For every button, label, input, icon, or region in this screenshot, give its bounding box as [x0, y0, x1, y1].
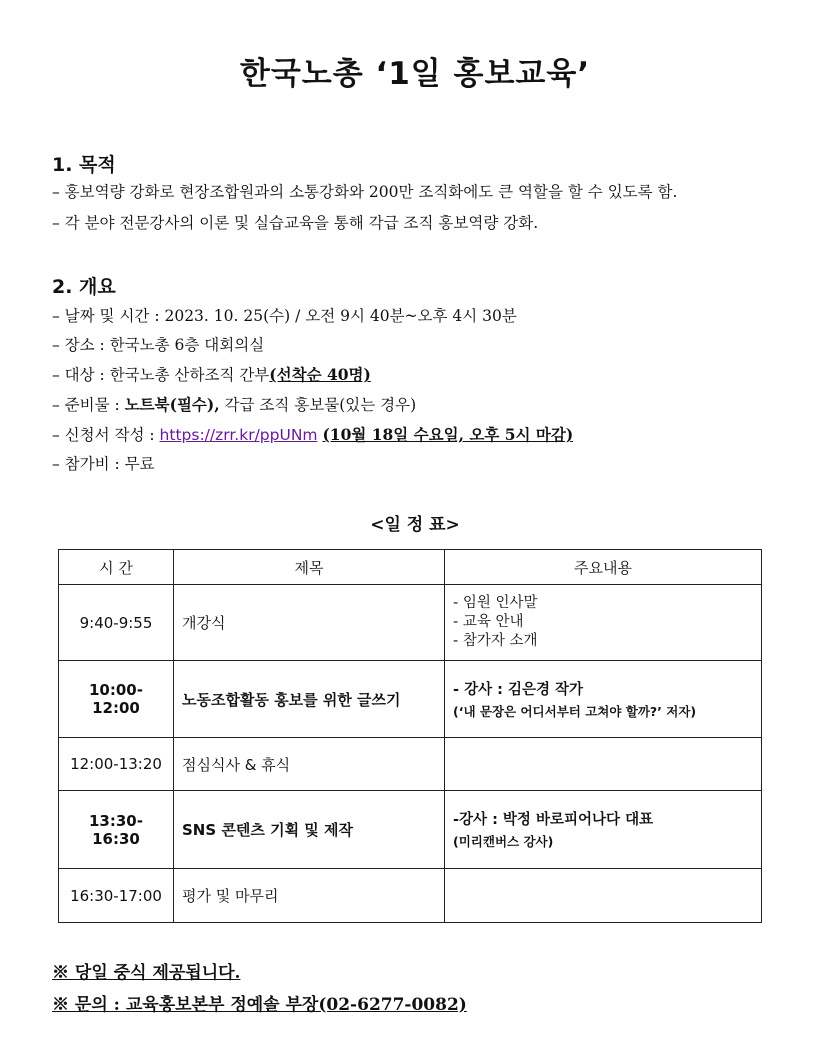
target-line [52, 363, 371, 385]
row-time: 10:00-12:00 [59, 661, 174, 738]
detail-line: (‘내 문장은 어디서부터 고쳐야 할까?’ 저자) [453, 703, 697, 719]
prep-line [52, 393, 416, 415]
table-row [59, 869, 762, 923]
schedule-table [58, 549, 762, 923]
prep-prefix: – 준비물 : [52, 396, 125, 414]
header-details: 주요내용 [445, 550, 762, 585]
detail-line: - 임원 인사말 [453, 595, 538, 611]
row-time: 16:30-17:00 [59, 869, 174, 923]
detail-line: - 참가자 소개 [453, 633, 538, 649]
header-subject: 제목 [174, 550, 445, 585]
detail-line: - 교육 안내 [453, 614, 524, 630]
detail-line: - 강사 : 김은경 작가 [453, 681, 584, 698]
row-subject: 평가 및 마무리 [174, 869, 445, 923]
row-details [445, 738, 762, 791]
table-row [59, 585, 762, 661]
row-subject: 점심식사 & 휴식 [174, 738, 445, 791]
purpose-line-2: – 각 분야 전문강사의 이론 및 실습교육을 통해 각급 조직 홍보역량 강화. [52, 214, 539, 232]
section-2-heading: 2. 개요 [52, 276, 116, 298]
row-details [445, 585, 762, 661]
application-link[interactable]: https://zrr.kr/ppUNm [159, 426, 318, 444]
row-subject: 노동조합활동 홍보를 위한 글쓰기 [174, 661, 445, 738]
target-bold: (선착순 40명) [269, 365, 371, 384]
table-row [59, 661, 762, 738]
row-details [445, 869, 762, 923]
table-row [59, 738, 762, 791]
fee-line: – 참가비 : 무료 [52, 455, 155, 473]
lunch-note: ※ 당일 중식 제공됩니다. [52, 963, 241, 983]
row-details [445, 661, 762, 738]
detail-line: -강사 : 박정 바로피어나다 대표 [453, 812, 654, 828]
purpose-line-1: – 홍보역량 강화로 현장조합원과의 소통강화와 200만 조직화에도 큰 역할을 할 수 있도록 함. [52, 183, 678, 201]
table-row [59, 791, 762, 869]
schedule-title: <일 정 표> [370, 515, 460, 535]
row-time: 12:00-13:20 [59, 738, 174, 791]
prep-bold: 노트북(필수), [124, 395, 220, 414]
apply-deadline: (10월 18일 수요일, 오후 5시 마감) [322, 425, 574, 444]
page-title: 한국노총 ‘1일 홍보교육’ [239, 56, 591, 92]
row-details [445, 791, 762, 869]
contact-note: ※ 문의 : 교육홍보본부 정예솔 부장(02-6277-0082) [52, 995, 467, 1015]
place-line: – 장소 : 한국노총 6층 대회의실 [52, 336, 265, 354]
detail-line: (미리캔버스 강사) [453, 834, 554, 849]
table-header-row [59, 550, 762, 585]
row-time: 13:30-16:30 [59, 791, 174, 869]
apply-prefix: – 신청서 작성 : [52, 426, 160, 444]
row-subject: SNS 콘텐츠 기획 및 제작 [174, 791, 445, 869]
row-subject: 개강식 [174, 585, 445, 661]
row-time: 9:40-9:55 [59, 585, 174, 661]
header-time: 시 간 [59, 550, 174, 585]
target-prefix: – 대상 : 한국노총 산하조직 간부 [52, 366, 270, 384]
prep-suffix: 각급 조직 홍보물(있는 경우) [219, 396, 417, 414]
date-line: – 날짜 및 시간 : 2023. 10. 25(수) / 오전 9시 40분~오후 4시 30분 [52, 307, 517, 325]
apply-line [52, 423, 573, 445]
section-1-heading: 1. 목적 [52, 154, 116, 176]
